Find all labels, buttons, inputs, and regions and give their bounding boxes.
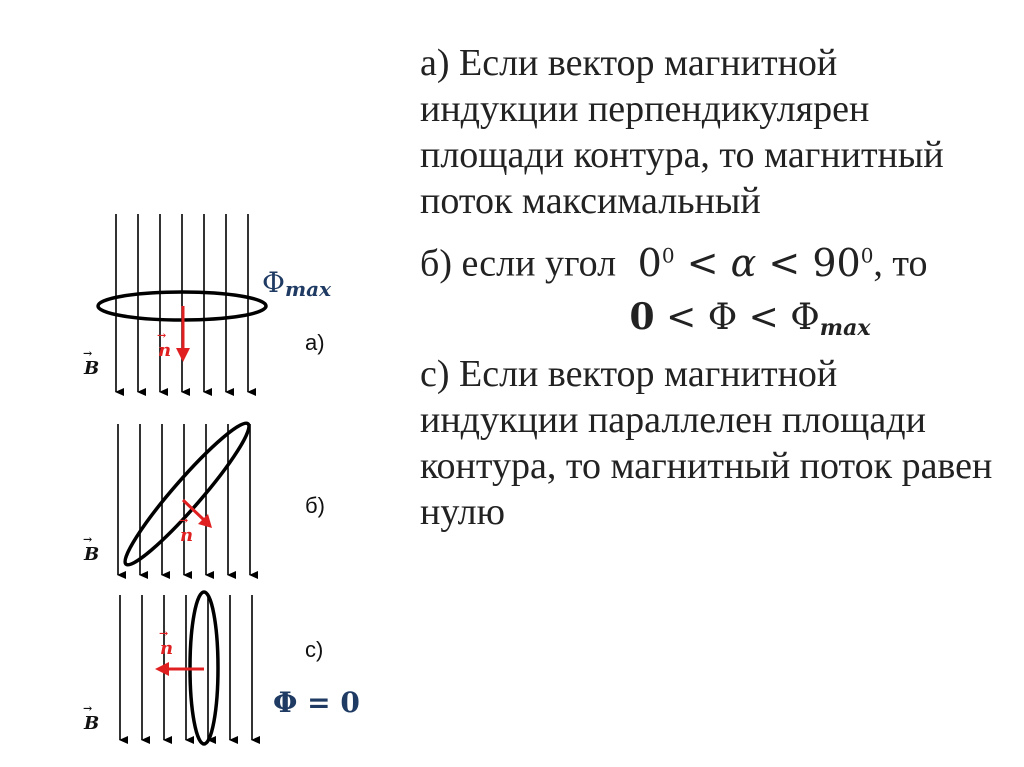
paragraph-b-prefix: б) если угол (420, 242, 617, 285)
phi-symbol: Φ (262, 266, 285, 299)
math-phi-max: Φ (790, 296, 820, 338)
math-less-than: < (748, 296, 779, 338)
vector-arrow-icon: → (159, 627, 169, 640)
math-zero: 0 (629, 295, 655, 338)
math-alpha: α (730, 240, 757, 285)
panel-a-label: a) (305, 330, 325, 355)
phi-max-label (262, 266, 331, 301)
panel-a-field-lines (116, 214, 248, 392)
vector-arrow-icon: → (83, 533, 93, 546)
panel-b-loop (115, 415, 258, 574)
math-zero: 0 (637, 240, 662, 285)
paragraph-b-suffix: , то (873, 242, 928, 285)
n-vector-letter: n (180, 525, 194, 546)
paragraph-b (420, 232, 1020, 287)
b-vector-letter: B (84, 544, 100, 565)
panel-c-normal-vector (155, 662, 204, 676)
panel-a-normal-vector (176, 306, 190, 362)
math-less-than: < (768, 240, 801, 285)
phi-subscript: max (284, 277, 332, 301)
b-vector-letter: B (84, 713, 100, 734)
vector-arrow-icon: → (179, 514, 189, 527)
panel-c-label: c) (305, 637, 324, 662)
n-vector-label-c (159, 627, 174, 659)
b-vector-label-a (83, 347, 100, 379)
b-vector-label-c (83, 702, 100, 734)
flux-inequality (420, 293, 1020, 341)
b-vector-label-b (83, 533, 100, 565)
math-subscript: max (819, 314, 871, 341)
n-vector-label-b (179, 514, 194, 546)
vector-arrow-icon: → (83, 347, 93, 360)
field-diagram (0, 0, 400, 767)
phi-zero-label: Φ = 0 (273, 686, 360, 719)
math-ninety: 90 (812, 240, 861, 285)
n-vector-letter: n (160, 638, 174, 659)
angle-inequality (626, 241, 874, 285)
paragraph-c: с) Если вектор магнитной индукции параллелен площади контура, то магнитный поток равен нулю (420, 352, 993, 533)
panel-b-label: б) (305, 493, 325, 518)
vector-arrow-icon: → (83, 702, 93, 715)
b-vector-letter: B (84, 358, 100, 379)
math-less-than: < (686, 240, 719, 285)
math-phi: Φ (707, 296, 738, 338)
paragraph-a: а) Если вектор магнитной индукции перпендикулярен площади контура, то магнитный поток максимальный (420, 42, 944, 222)
n-vector-letter: n (158, 340, 172, 361)
math-degree: 0 (661, 243, 675, 267)
text-block (420, 40, 1020, 535)
vector-arrow-icon: → (157, 329, 167, 342)
math-degree: 0 (860, 243, 874, 267)
math-less-than: < (666, 296, 697, 338)
n-vector-label-a (157, 329, 172, 361)
